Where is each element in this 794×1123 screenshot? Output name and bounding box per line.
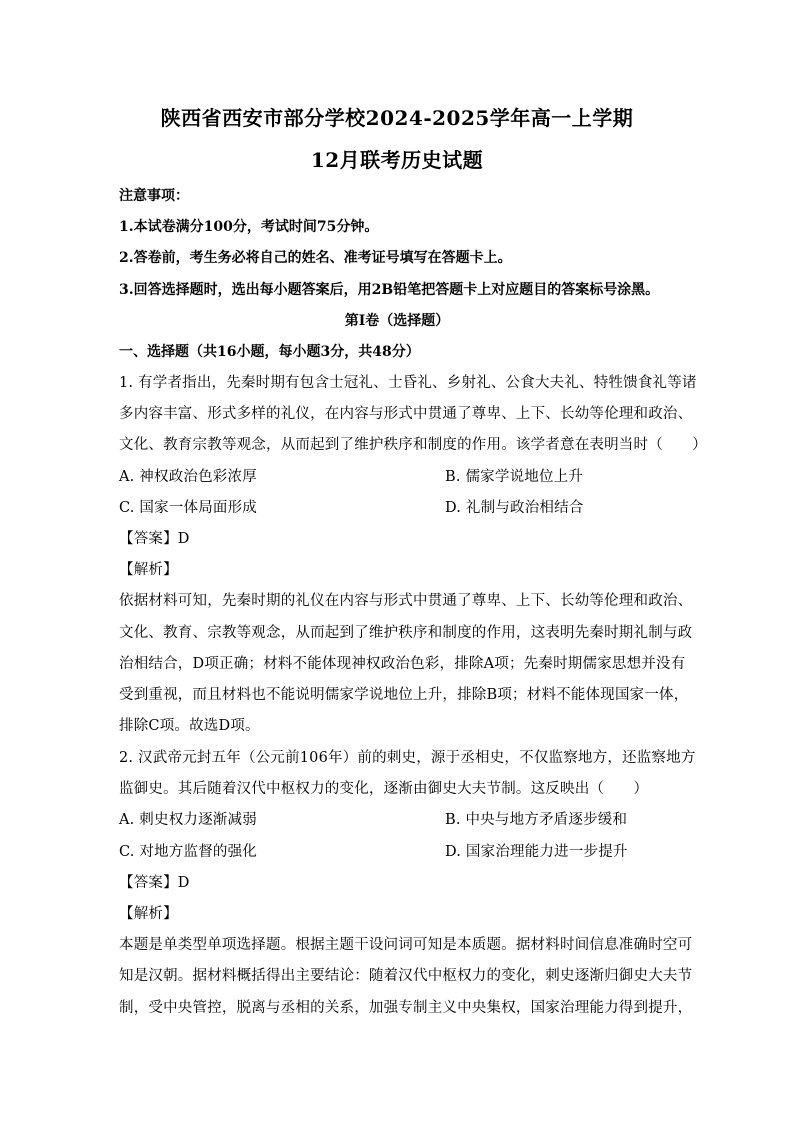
q2-option-a: A. 刺史权力逐渐减弱 <box>119 812 257 828</box>
q1-option-a: A. 神权政治色彩浓厚 <box>119 469 257 485</box>
q2-analysis-line1: 本题是单类型单项选择题。根据主题干设问词可知是本质题。据材料时间信息准确时空可 <box>119 937 693 953</box>
q1-option-b: B. 儒家学说地位上升 <box>445 469 584 485</box>
q2-answer: 【答案】D <box>119 875 190 891</box>
q2-analysis-line3: 制，受中央管控，脱离与丞相的关系，加强专制主义中央集权，国家治理能力得到提升， <box>119 1000 693 1016</box>
q1-stem-line1: 1. 有学者指出，先秦时期有包含士冠礼、士昏礼、乡射礼、公食大夫礼、特牲馈食礼等诸 <box>119 375 697 391</box>
q2-option-d: D. 国家治理能力进一步提升 <box>445 844 628 860</box>
section-heading: 一、选择题（共16小题，每小题3分，共48分） <box>119 344 420 360</box>
q2-analysis-heading: 【解析】 <box>119 906 178 922</box>
q1-analysis-line3: 治相结合，D项正确；材料不能体现神权政治色彩，排除A项；先秦时期儒家思想并没有 <box>119 656 686 672</box>
q1-analysis-line2: 文化、教育、宗教等观念，从而起到了维护秩序和制度的作用，这表明先秦时期礼制与政 <box>119 625 693 641</box>
q1-answer: 【答案】D <box>119 531 190 547</box>
page-title-line2: 12月联考历史试题 <box>310 148 484 172</box>
q1-analysis-line4: 受到重视，而且材料也不能说明儒家学说地位上升，排除B项；材料不能体现国家一体， <box>119 687 689 703</box>
q1-option-d: D. 礼制与政治相结合 <box>445 500 584 516</box>
page-title-line1: 陕西省西安市部分学校2024-2025学年高一上学期 <box>160 106 634 130</box>
q2-stem-line1: 2. 汉武帝元封五年（公元前106年）前的刺史，源于丞相史，不仅监察地方，还监察地方 <box>119 750 696 766</box>
q1-analysis-heading: 【解析】 <box>119 562 178 578</box>
q1-analysis-line5: 排除C项。故选D项。 <box>119 718 260 734</box>
q2-option-c: C. 对地方监督的强化 <box>119 844 257 860</box>
notice-heading: 注意事项： <box>119 188 189 204</box>
q1-analysis-line1: 依据材料可知，先秦时期的礼仪在内容与形式中贯通了尊卑、上下、长幼等伦理和政治、 <box>119 593 693 609</box>
q2-option-b: B. 中央与地方矛盾逐步缓和 <box>445 812 628 828</box>
q1-stem-line2: 多内容丰富、形式多样的礼仪，在内容与形式中贯通了尊卑、上下、长幼等伦理和政治、 <box>119 406 693 422</box>
q2-stem-line2: 监御史。其后随着汉代中枢权力的变化，逐渐由御史大夫节制。这反映出（ ） <box>119 781 649 797</box>
notice-item-2: 2.答卷前，考生务必将自己的姓名、准考证号填写在答题卡上。 <box>119 250 512 266</box>
q2-analysis-line2: 知是汉朝。据材料概括得出主要结论：随着汉代中枢权力的变化，刺史逐渐归御史大夫节 <box>119 968 693 984</box>
notice-item-3: 3.回答选择题时，选出每小题答案后，用2B铅笔把答题卡上对应题目的答案标号涂黑。 <box>119 282 660 298</box>
q1-option-c: C. 国家一体局面形成 <box>119 500 257 516</box>
q1-stem-line3: 文化、教育宗教等观念，从而起到了维护秩序和制度的作用。该学者意在表明当时（ ） <box>119 437 707 453</box>
volume-heading: 第Ⅰ卷（选择题） <box>344 313 450 329</box>
notice-item-1: 1.本试卷满分100分，考试时间75分钟。 <box>119 219 379 235</box>
